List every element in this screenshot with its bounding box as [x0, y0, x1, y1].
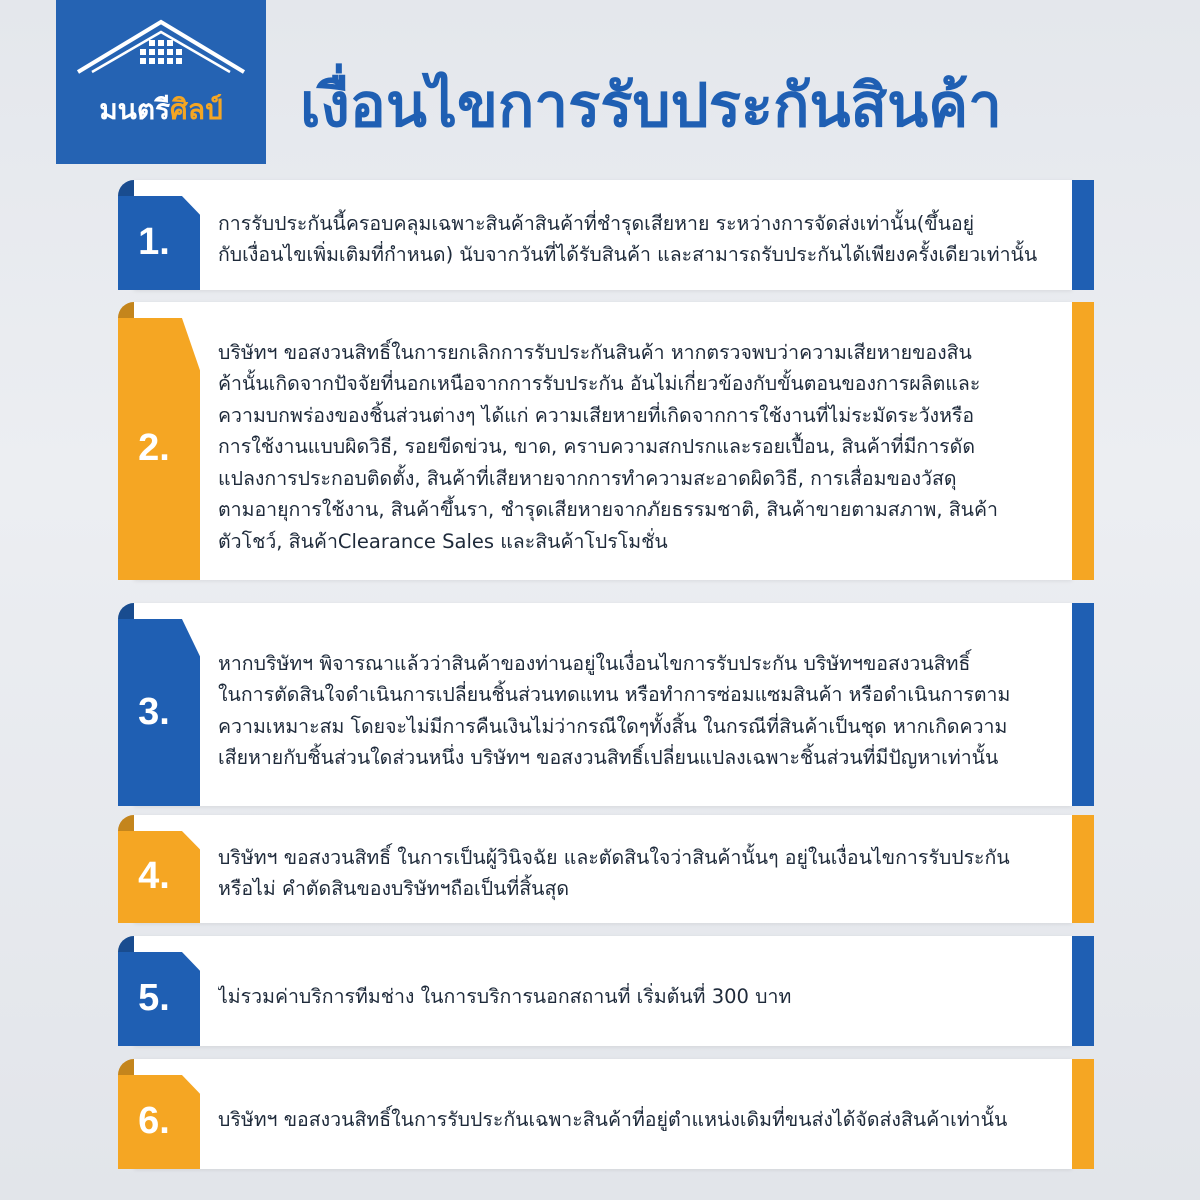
condition-text-line: ตามอายุการใช้งาน, สินค้าขึ้นรา, ชำรุดเสียหายจากภัยธรรมชาติ, สินค้าขายตามสภาพ, สินค้า	[218, 498, 998, 522]
condition-text-line: ในการตัดสินใจดำเนินการเปลี่ยนชิ้นส่วนทดแทน หรือทำการซ่อมแซมสินค้า หรือดำเนินการตาม	[218, 683, 1011, 706]
brand-name	[56, 88, 266, 132]
condition-number-tag	[118, 180, 200, 290]
condition-text-line: กับเงื่อนไขเพิ่มเติมที่กำหนด) นับจากวันที่ได้รับสินค้า และสามารถรับประกันได้เพียงครั้งเดียวเท่านั้น	[218, 243, 1038, 266]
condition-text-line: ความบกพร่องของชิ้นส่วนต่างๆ ได้แก่ ความเสียหายที่เกิดจากการใช้งานที่ไม่ระมัดระวังหรือ	[218, 403, 975, 427]
condition-text-line: บริษัทฯ ขอสงวนสิทธิ์ในการรับประกันเฉพาะสินค้าที่อยู่ตำแหน่งเดิมที่ขนส่งได้จัดส่งสินค้าเท่านั้น	[218, 1108, 1008, 1132]
condition-text	[218, 981, 1046, 1013]
condition-accent-bar	[1072, 815, 1094, 923]
condition-number: 1.	[138, 221, 170, 263]
condition-text-line: ค้านั้นเกิดจากปัจจัยที่นอกเหนือจากการรับประกัน อันไม่เกี่ยวข้องกับขั้นตอนของการผลิตและ	[218, 372, 981, 396]
tag-fold	[118, 180, 134, 196]
condition-number: 4.	[138, 855, 170, 897]
condition-text-line: บริษัทฯ ขอสงวนสิทธิ์ในการยกเลิกการรับประกันสินค้า หากตรวจพบว่าความเสียหายของสิน	[218, 340, 972, 364]
condition-text-line: ตัวโชว์, สินค้าClearance Sales และสินค้าโปรโมชั่น	[218, 529, 668, 553]
condition-text-line: แปลงการประกอบติดตั้ง, สินค้าที่เสียหายจากการทำความสะอาดผิดวิธี, การเสื่อมของวัสดุ	[218, 466, 957, 490]
condition-number-tag	[118, 603, 200, 806]
condition-text-line: บริษัทฯ ขอสงวนสิทธิ์ ในการเป็นผู้วินิจฉัย และตัดสินใจว่าสินค้านั้นๆ อยู่ในเงื่อนไขการรับประกัน	[218, 845, 1010, 869]
brand-name-part1: มนตรี	[99, 94, 171, 125]
condition-number: 2.	[138, 427, 170, 469]
condition-accent-bar	[1072, 302, 1094, 580]
condition-item	[118, 180, 1094, 290]
tag-fold	[118, 603, 134, 619]
condition-text-line: หรือไม่ คำตัดสินของบริษัทฯถือเป็นที่สิ้นสุด	[218, 877, 570, 900]
condition-text-line: หากบริษัทฯ พิจารณาแล้วว่าสินค้าของท่านอยู่ในเงื่อนไขการรับประกัน บริษัทฯขอสงวนสิทธิ์	[218, 651, 971, 675]
condition-item	[118, 815, 1094, 923]
condition-text	[218, 842, 1046, 905]
condition-number-tag	[118, 936, 200, 1046]
tag-fold	[118, 936, 134, 952]
condition-text	[218, 1104, 1046, 1136]
tag-fold	[118, 302, 134, 318]
tag-fold	[118, 815, 134, 831]
condition-text-line: การใช้งานแบบผิดวิธี, รอยขีดข่วน, ขาด, คราบความสกปรกและรอยเปื้อน, สินค้าที่มีการดัด	[218, 435, 975, 459]
brand-logo	[56, 0, 266, 164]
condition-number-tag	[118, 815, 200, 923]
condition-text-line: การรับประกันนี้ครอบคลุมเฉพาะสินค้าสินค้าที่ชำรุดเสียหาย ระหว่างการจัดส่งเท่านั้น(ขึ้นอยู่	[218, 211, 975, 235]
condition-number: 6.	[138, 1100, 170, 1142]
condition-number-tag	[118, 1059, 200, 1169]
condition-accent-bar	[1072, 1059, 1094, 1169]
house-roof-icon	[56, 0, 266, 100]
condition-item	[118, 603, 1094, 806]
condition-accent-bar	[1072, 603, 1094, 806]
condition-text-line: ไม่รวมค่าบริการทีมช่าง ในการบริการนอกสถานที่ เริ่มต้นที่ 300 บาท	[218, 985, 792, 1009]
condition-text	[218, 648, 1046, 774]
condition-text	[218, 337, 1046, 558]
condition-number: 5.	[138, 977, 170, 1019]
condition-number: 3.	[138, 690, 170, 733]
condition-item	[118, 936, 1094, 1046]
condition-accent-bar	[1072, 180, 1094, 290]
condition-number-tag	[118, 302, 200, 580]
page-title: เงื่อนไขการรับประกันสินค้า	[300, 72, 1002, 139]
condition-text-line: ความเหมาะสม โดยจะไม่มีการคืนเงินไม่ว่ากรณีใดๆทั้งสิ้น ในกรณีที่สินค้าเป็นชุด หากเกิดความ	[218, 714, 1008, 738]
tag-fold	[118, 1059, 134, 1075]
condition-text	[218, 208, 1046, 271]
condition-text-line: เสียหายกับชิ้นส่วนใดส่วนหนึ่ง บริษัทฯ ขอสงวนสิทธิ์เปลี่ยนแปลงเฉพาะชิ้นส่วนที่มีปัญหาเท่านั้น	[218, 746, 999, 769]
condition-item	[118, 1059, 1094, 1169]
brand-name-part2: ศิลป์	[170, 94, 223, 125]
condition-item	[118, 302, 1094, 580]
condition-accent-bar	[1072, 936, 1094, 1046]
